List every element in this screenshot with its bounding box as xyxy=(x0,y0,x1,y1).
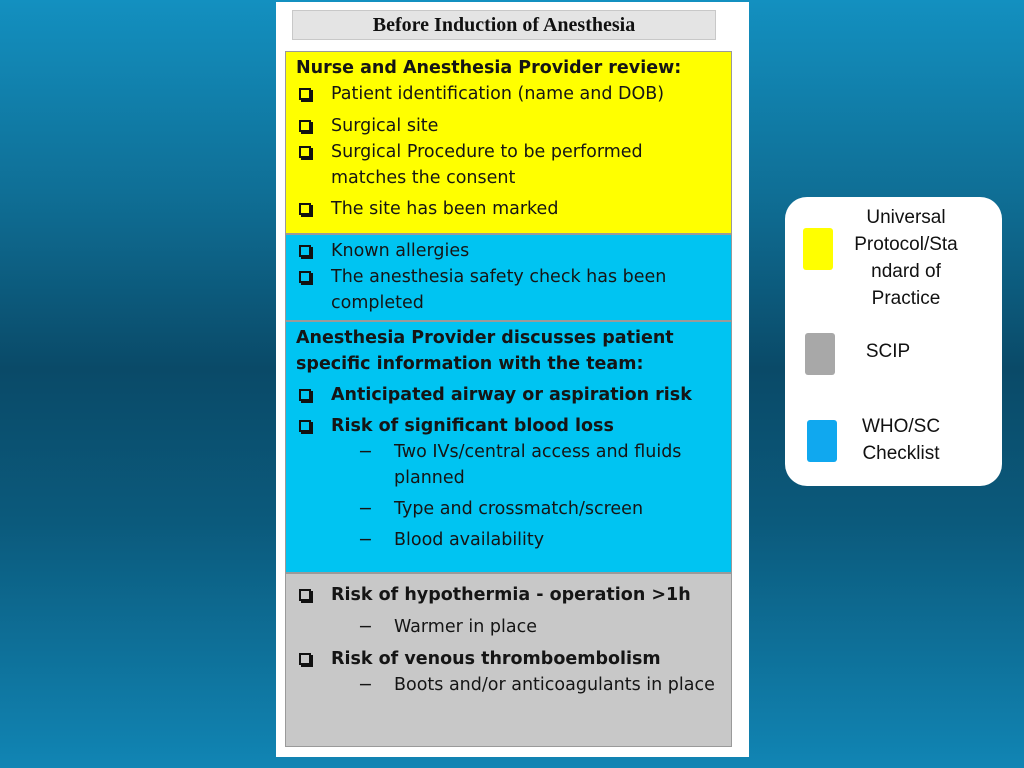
item-label: Surgical Procedure to be performed matches the consent xyxy=(331,142,643,188)
dash-marker: − xyxy=(358,530,373,550)
legend-label-who-checklist: WHO/SC Checklist xyxy=(861,416,941,464)
checkbox-icon[interactable] xyxy=(299,420,311,432)
item-label: Anticipated airway or aspiration risk xyxy=(331,385,692,405)
section-header: Anesthesia Provider discusses patient specific information with the team: xyxy=(296,328,674,374)
sub-item-label: Boots and/or anticoagulants in place xyxy=(394,675,715,695)
item-label: Known allergies xyxy=(331,241,470,261)
checklist-item xyxy=(296,382,721,408)
sub-item-label: Warmer in place xyxy=(394,617,537,637)
sub-item xyxy=(296,496,721,522)
checkbox-icon[interactable] xyxy=(299,271,311,283)
sub-item xyxy=(296,672,721,698)
sub-item-label: Blood availability xyxy=(394,530,545,550)
dash-marker: − xyxy=(358,675,373,695)
section-header: Nurse and Anesthesia Provider review: xyxy=(296,58,682,78)
item-label: Risk of hypothermia - operation >1h xyxy=(331,585,691,605)
dash-marker: − xyxy=(358,442,373,462)
section-who-checks xyxy=(285,234,732,321)
checklist-panel xyxy=(276,2,749,757)
checklist-item xyxy=(296,81,721,107)
sub-item xyxy=(296,439,721,491)
dash-marker: − xyxy=(358,617,373,637)
checkbox-icon[interactable] xyxy=(299,589,311,601)
item-label: Patient identification (name and DOB) xyxy=(331,84,665,104)
section-patient-info xyxy=(285,321,732,573)
item-label: Surgical site xyxy=(331,116,439,136)
legend-swatch-blue xyxy=(807,420,837,462)
item-label: The site has been marked xyxy=(331,199,559,219)
item-label: The anesthesia safety check has been completed xyxy=(331,267,667,313)
checklist-item xyxy=(296,413,721,439)
legend-label-universal-protocol: Universal Protocol/Sta ndard of Practice xyxy=(854,207,958,309)
checkbox-icon[interactable] xyxy=(299,203,311,215)
sub-item-label: Two IVs/central access and fluids planned xyxy=(394,442,682,488)
checkbox-icon[interactable] xyxy=(299,245,311,257)
checklist-item xyxy=(296,113,721,139)
checklist-item xyxy=(296,264,721,316)
sub-item xyxy=(296,614,721,640)
item-label: Risk of venous thromboembolism xyxy=(331,649,661,669)
legend-label-scip: SCIP xyxy=(865,341,911,362)
checkbox-icon[interactable] xyxy=(299,120,311,132)
checklist-item xyxy=(296,139,721,191)
color-legend xyxy=(785,197,1002,486)
section-scip xyxy=(285,573,732,747)
legend-swatch-yellow xyxy=(803,228,833,270)
checklist-item xyxy=(296,582,721,608)
item-label: Risk of significant blood loss xyxy=(331,416,614,436)
checklist-item xyxy=(296,238,721,264)
checkbox-icon[interactable] xyxy=(299,389,311,401)
legend-swatch-gray xyxy=(805,333,835,375)
dash-marker: − xyxy=(358,499,373,519)
checkbox-icon[interactable] xyxy=(299,88,311,100)
checkbox-icon[interactable] xyxy=(299,653,311,665)
checklist-item xyxy=(296,196,721,222)
section-universal-protocol xyxy=(285,51,732,234)
checkbox-icon[interactable] xyxy=(299,146,311,158)
checklist-title: Before Induction of Anesthesia xyxy=(292,10,716,40)
sub-item-label: Type and crossmatch/screen xyxy=(394,499,644,519)
sub-item xyxy=(296,527,721,553)
checklist-item xyxy=(296,646,721,672)
